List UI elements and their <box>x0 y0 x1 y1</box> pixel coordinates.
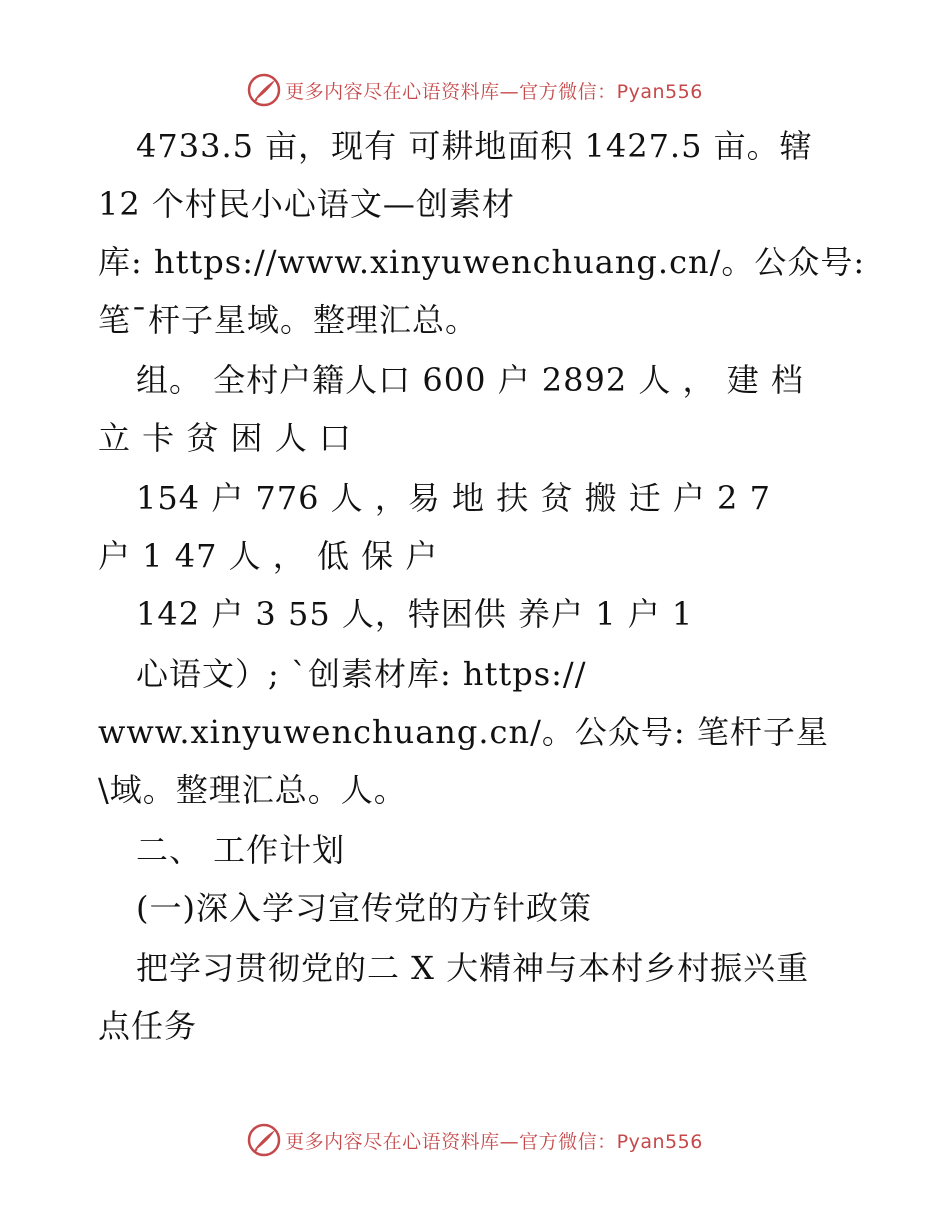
body-line: 把学习贯彻党的二 X 大精神与本村乡村振兴重 <box>136 949 810 987</box>
header-wechat-handle: Pyan556 <box>616 80 703 103</box>
footer-wechat-handle: Pyan556 <box>616 1130 703 1153</box>
body-line: 库: https://www.xinyuwenchuang.cn/。公众号: <box>98 243 866 281</box>
body-line: 立 卡 贫 困 人 口 <box>98 419 352 457</box>
header-banner <box>0 72 950 108</box>
section-heading: 二、 工作计划 <box>136 831 346 869</box>
feather-pen-logo-icon <box>247 73 281 107</box>
body-line: 组。 全村户籍人口 600 户 2892 人 ， 建 档 <box>136 361 804 399</box>
body-line: 心语文）; `创素材库: https:// <box>136 655 587 693</box>
body-line: 户 1 47 人 ， 低 保 户 <box>98 537 439 575</box>
body-line: 点任务 <box>98 1007 198 1045</box>
body-line: \域。整理汇总。人。 <box>98 771 407 809</box>
body-line: 154 户 776 人 ，易 地 扶 贫 搬 迁 户 2 7 <box>136 479 771 517</box>
header-banner-text: 更多内容尽在心语资料库—官方微信：Pyan556 <box>285 80 703 103</box>
body-line: 笔¯杆子星域。整理汇总。 <box>98 301 479 339</box>
footer-banner <box>0 1122 950 1158</box>
body-line: 4733.5 亩，现有 可耕地面积 1427.5 亩。辖 <box>136 127 813 165</box>
body-line: 142 户 3 55 人，特困供 养户 1 户 1 <box>136 595 694 633</box>
subsection-heading: (一)深入学习宣传党的方针政策 <box>136 889 592 927</box>
body-line: www.xinyuwenchuang.cn/。公众号: 笔杆子星 <box>98 713 829 751</box>
feather-pen-logo-icon <box>247 1123 281 1157</box>
footer-banner-text: 更多内容尽在心语资料库—官方微信：Pyan556 <box>285 1130 703 1153</box>
body-line: 12 个村民小心语文—创素材 <box>98 185 515 223</box>
